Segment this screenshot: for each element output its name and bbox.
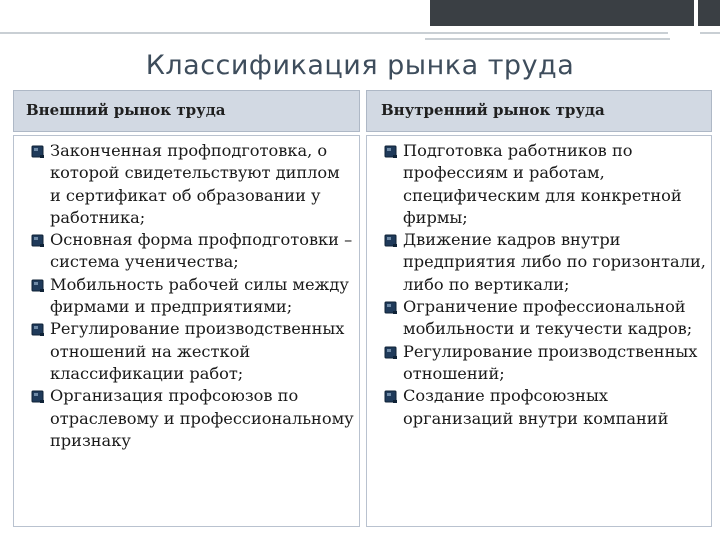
list-item-text: Основная форма профподготовки – система ученичества;	[50, 230, 353, 272]
list-item	[30, 140, 355, 229]
list-item-text: Регулирование производственных отношений на жесткой классификации работ;	[50, 319, 345, 383]
top-dark-bar	[430, 0, 720, 26]
list-item	[30, 229, 355, 274]
list-item	[383, 296, 707, 341]
divider-line	[425, 38, 670, 40]
list-item-text: Регулирование производственных отношений;	[403, 341, 698, 383]
list-item	[383, 140, 707, 229]
list-item	[383, 229, 707, 296]
square-q-bullet-icon	[384, 234, 398, 248]
square-q-bullet-icon	[31, 234, 45, 248]
list-item-text: Создание профсоюзных организаций внутри компаний	[403, 386, 669, 428]
list-item	[30, 385, 355, 452]
square-q-bullet-icon	[31, 145, 45, 159]
slide-title: Классификация рынка труда	[145, 50, 575, 81]
list-item	[30, 274, 355, 319]
column-header-external: Внешний рынок труда	[13, 90, 360, 132]
square-q-bullet-icon	[384, 145, 398, 159]
divider-line	[0, 32, 668, 34]
square-q-bullet-icon	[31, 323, 45, 337]
square-q-bullet-icon	[384, 390, 398, 404]
square-q-bullet-icon	[384, 301, 398, 315]
list-item-text: Организация профсоюзов по отраслевому и профессиональному признаку	[50, 386, 354, 450]
bullet-list	[30, 140, 355, 452]
column-internal	[366, 135, 712, 527]
column-external	[13, 135, 360, 527]
square-q-bullet-icon	[384, 346, 398, 360]
list-item	[383, 385, 707, 430]
list-item	[383, 341, 707, 386]
list-item-text: Законченная профподготовка, о которой свидетельствуют диплом и сертификат об образовании у работника;	[50, 141, 340, 227]
square-q-bullet-icon	[31, 279, 45, 293]
list-item-text: Ограничение профессиональной мобильности и текучести кадров;	[403, 297, 693, 339]
square-q-bullet-icon	[31, 390, 45, 404]
list-item-text: Мобильность рабочей силы между фирмами и предприятиями;	[50, 274, 349, 317]
divider-line	[700, 32, 720, 34]
bullet-list	[383, 140, 707, 430]
list-item-text: Движение кадров внутри предприятия либо по горизонтали, либо по вертикали;	[403, 230, 706, 294]
list-item	[30, 318, 355, 385]
list-item-text: Подготовка работников по профессиям и работам, специфическим для конкретной фирмы;	[403, 141, 682, 227]
column-header-internal: Внутренний рынок труда	[366, 90, 712, 132]
